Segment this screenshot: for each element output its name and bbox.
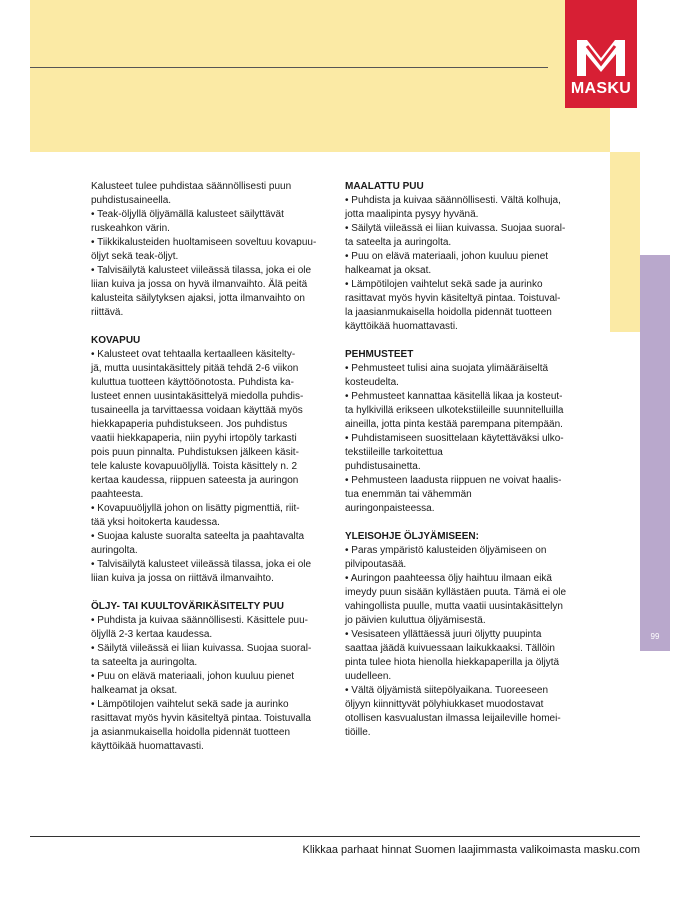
text-line: • Vältä öljyämistä siitepölyaikana. Tuoreeseen [345, 685, 549, 696]
masku-logo[interactable] [565, 0, 637, 108]
text-line: pinta tulee hiota hienolla hiekkapaperilla ja öljytä [345, 657, 560, 668]
yleisohje-heading: YLEISOHJE ÖLJYÄMISEEN: [345, 531, 479, 542]
text-line: aineilla, jotta pinta kestää parempana pitempään. [345, 419, 563, 430]
text-line: auringonpaisteessa. [345, 503, 435, 514]
text-line: uudelleen. [345, 671, 392, 682]
text-line: hiekkapaperia puhdistukseen. Jos puhdistus [91, 419, 288, 430]
text-line: halkeamat ja oksat. [345, 265, 432, 276]
text-line: • Puhdistamiseen suosittelaan käytettäväksi ulko- [345, 433, 564, 444]
text-line: otollisen kasvualustan ilmassa leijaileville homei- [345, 713, 561, 724]
text-line: liian kuiva ja jossa on riittävä ilmanvaihto. [91, 573, 274, 584]
text-line: • Suojaa kaluste suoralta sateelta ja paahtavalta [91, 531, 305, 542]
text-line: kertaa kaudessa, riippuen sateesta ja auringon [91, 475, 299, 486]
text-line: riittävä. [91, 307, 124, 318]
footer-link-text[interactable]: Klikkaa parhaat hinnat Suomen laajimmasta valikoimasta masku.com [302, 844, 640, 856]
text-line: tele kaluste kovapuuöljyllä. Toista käsittely n. 2 [91, 461, 298, 472]
text-line: käyttöikää huomattavasti. [91, 741, 204, 752]
text-line: • Kovapuuöljyllä johon on lisätty pigmenttiä, riit- [91, 503, 300, 514]
text-line: saattaa jäädä kuivuessaan laikukkaaksi. Tällöin [345, 643, 555, 654]
header-yellow-band [30, 0, 610, 152]
text-line: • Puhdista ja kuivaa säännöllisesti. Vältä kolhuja, [345, 195, 561, 206]
text-line: puhdistusainetta. [345, 461, 421, 472]
text-line: • Säilytä viileässä ei liian kuivassa. Suojaa suoral- [345, 223, 566, 234]
maalattu-heading: MAALATTU PUU [345, 181, 424, 192]
text-line: Kalusteet tulee puhdistaa säännöllisesti puun [91, 181, 292, 192]
logo-text: MASKU [570, 80, 632, 97]
text-line: ja asianmukaisella hoidolla pidennät tuotteen [91, 727, 291, 738]
text-line: • Talvisäilytä kalusteet viileässä tilassa, joka ei ole [91, 265, 312, 276]
intro-section [91, 180, 331, 320]
text-line: jä, mutta uusintakäsittely pitää tehdä 2-6 viikon [91, 363, 299, 374]
text-line: rasittavat myös hyvin käsiteltyä pintaa. Toistuvalla [91, 713, 311, 724]
kovapuu-heading: KOVAPUU [91, 335, 141, 346]
text-line: lusteet ennen uusintakäsittelyä miedolla puhdis- [91, 391, 304, 402]
text-line: tiöille. [345, 727, 371, 738]
side-purple-band [640, 255, 670, 651]
text-line: öljyt sekä teak-öljyt. [91, 251, 179, 262]
text-line: • Puu on elävä materiaali, johon kuuluu pienet [345, 251, 549, 262]
text-line: öljyyn kiinnittyvät pölyhiukkaset muodostavat [345, 699, 544, 710]
text-line: kuluttua tuotteen käyttöönotosta. Puhdista ka- [91, 377, 294, 388]
oljy-section [91, 614, 331, 754]
text-line: käyttöikää huomattavasti. [345, 321, 458, 332]
page-number: 99 [650, 632, 660, 641]
text-line: kosteudelta. [345, 377, 399, 388]
header-divider [30, 67, 548, 68]
left-column [91, 180, 331, 754]
text-line: • Kalusteet ovat tehtaalla kertaalleen käsitelty- [91, 349, 296, 360]
text-line: rasittavat myös hyvin käsiteltyä pintaa. Toistuval- [345, 293, 561, 304]
text-line: kalusteita säilytyksen ajaksi, jotta ilmanvaihto on [91, 293, 305, 304]
text-line: • Lämpötilojen vaihtelut sekä sade ja aurinko [345, 279, 543, 290]
text-line: tää yksi hoitokerta kaudessa. [91, 517, 220, 528]
right-column [345, 180, 585, 740]
text-line: • Teak-öljyllä öljyämällä kalusteet säilyttävät [91, 209, 284, 220]
text-line: la jaasianmukaisella hoidolla pidennät tuotteen [345, 307, 552, 318]
side-yellow-band [610, 152, 640, 332]
pehmusteet-heading: PEHMUSTEET [345, 349, 414, 360]
text-line: puhdistusaineella. [91, 195, 172, 206]
text-line: • Auringon paahteessa öljy haihtuu ilmaan eikä [345, 573, 552, 584]
text-line: ta sateelta ja auringolta. [345, 237, 452, 248]
text-line: • Lämpötilojen vaihtelut sekä sade ja aurinko [91, 699, 289, 710]
text-line: liian kuiva ja jossa on hyvä ilmanvaihto. Älä peitä [91, 279, 308, 290]
text-line: jo päivien kuluttua öljyämisestä. [345, 615, 486, 626]
footer-divider [30, 836, 640, 837]
text-line: tua enemmän tai vähemmän [345, 489, 472, 500]
text-line: tekstiileille tarkoitettua [345, 447, 443, 458]
text-line: • Pehmusteet kannattaa käsitellä likaa ja kosteut- [345, 391, 563, 402]
text-line: pilvipoutasää. [345, 559, 407, 570]
text-line: • Vesisateen yllättäessä juuri öljytty puupinta [345, 629, 542, 640]
text-line: jotta maalipinta pysyy hyvänä. [345, 209, 479, 220]
pehmusteet-section [345, 362, 585, 516]
text-line: öljyllä 2-3 kertaa kaudessa. [91, 629, 213, 640]
text-line: • Talvisäilytä kalusteet viileässä tilassa, joka ei ole [91, 559, 312, 570]
text-line: imeydy puun sisään kyllästäen puuta. Tämä ei ole [345, 587, 567, 598]
text-line: • Paras ympäristö kalusteiden öljyämiseen on [345, 545, 547, 556]
text-line: • Pehmusteen laadusta riippuen ne voivat haalis- [345, 475, 562, 486]
text-line: • Puu on elävä materiaali, johon kuuluu pienet [91, 671, 295, 682]
text-line: vahingollista puulle, mutta vaatii uusintakäsittelyn [345, 601, 563, 612]
text-line: pois puun pinnalta. Puhdistuksen jälkeen käsit- [91, 447, 299, 458]
text-line: tusaineella ja tarvittaessa voidaan käyttää myös [91, 405, 303, 416]
oljy-heading: ÖLJY- TAI KUULTOVÄRIKÄSITELTY PUU [91, 601, 284, 612]
text-line: ruskeahkon värin. [91, 223, 170, 234]
text-line: • Pehmusteet tulisi aina suojata ylimääräiseltä [345, 363, 549, 374]
masku-m-icon [575, 36, 627, 76]
text-line: auringolta. [91, 545, 138, 556]
text-line: ta sateelta ja auringolta. [91, 657, 198, 668]
maalattu-section [345, 194, 585, 334]
text-line: paahteesta. [91, 489, 144, 500]
text-line: • Säilytä viileässä ei liian kuivassa. Suojaa suoral- [91, 643, 312, 654]
text-line: • Puhdista ja kuivaa säännöllisesti. Käsittele puu- [91, 615, 308, 626]
yleisohje-section [345, 544, 585, 740]
text-line: • Tiikkikalusteiden huoltamiseen soveltuu kovapuu- [91, 237, 317, 248]
text-line: halkeamat ja oksat. [91, 685, 178, 696]
text-line: vaatii hiekkapaperia, niin pyyhi irtopöly tarkasti [91, 433, 297, 444]
text-line: ta hylkivillä erikseen ulkotekstiileille suunnitelluilla [345, 405, 564, 416]
kovapuu-section [91, 348, 331, 586]
